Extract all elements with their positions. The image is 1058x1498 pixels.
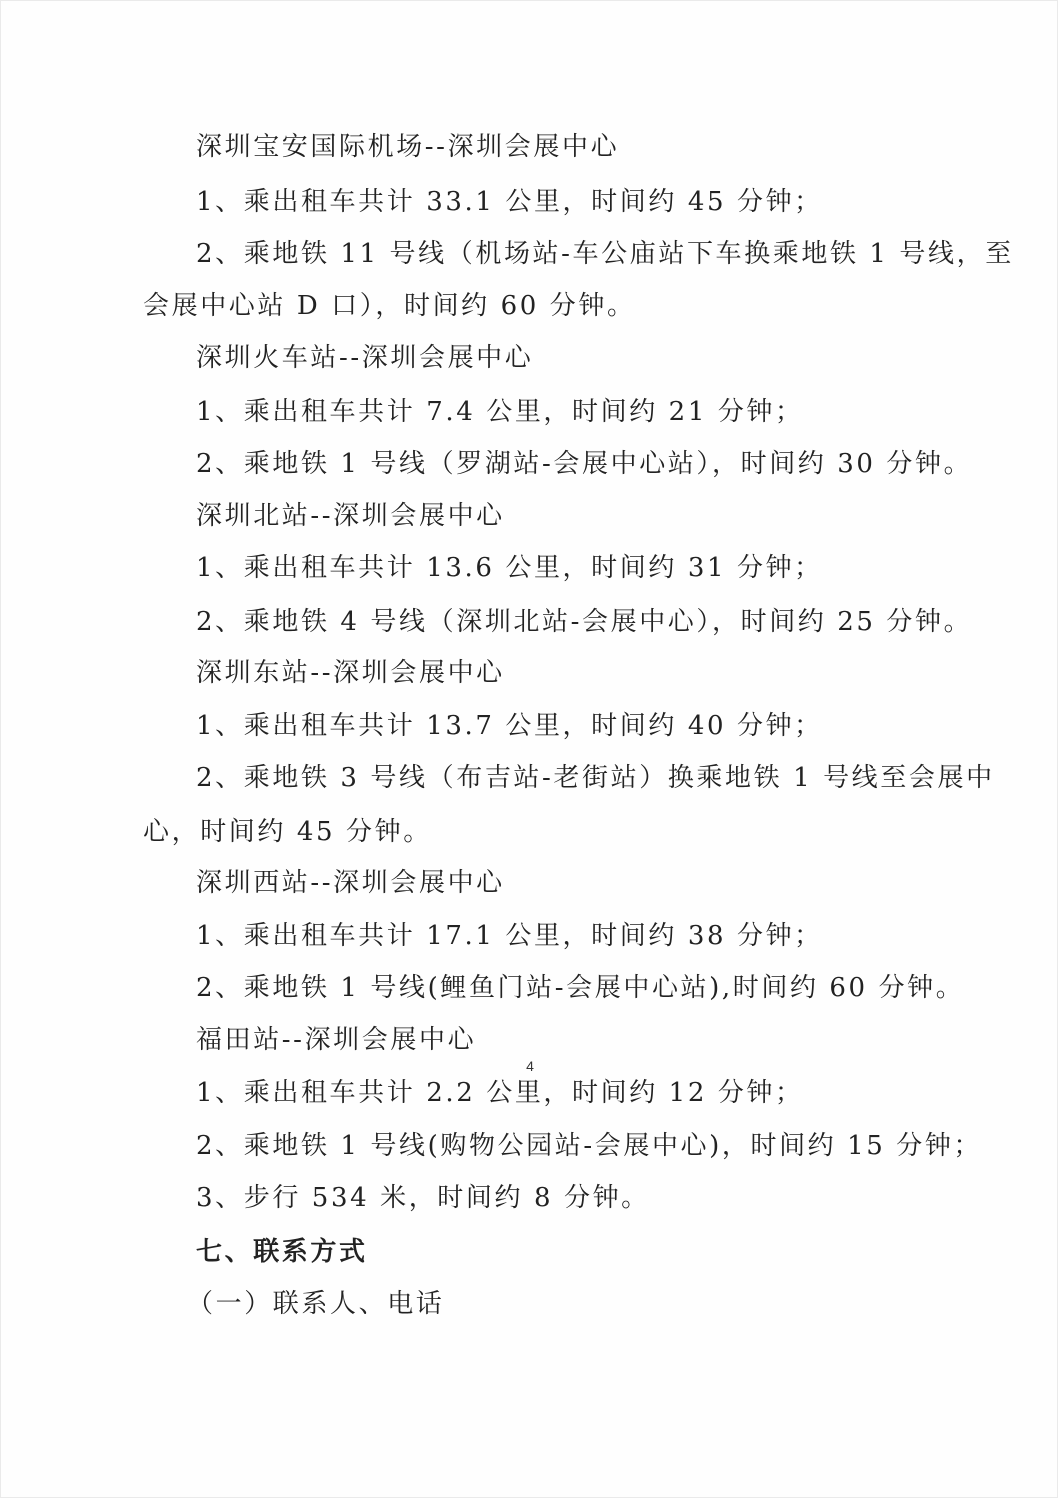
route-item: 2、乘地铁 1 号线（罗湖站-会展中心站），时间约 30 分钟。 bbox=[196, 449, 973, 479]
route-item: 2、乘地铁 3 号线（布吉站-老街站）换乘地铁 1 号线至会展中 bbox=[196, 763, 995, 793]
route-title-railway-station: 深圳火车站--深圳会展中心 bbox=[196, 343, 534, 373]
route-item: 1、乘出租车共计 7.4 公里，时间约 21 分钟； bbox=[196, 397, 804, 427]
route-item: 1、乘出租车共计 33.1 公里，时间约 45 分钟； bbox=[196, 187, 823, 217]
route-item-continuation: 会展中心站 D 口），时间约 60 分钟。 bbox=[143, 291, 636, 321]
route-item: 3、步行 534 米，时间约 8 分钟。 bbox=[196, 1183, 650, 1213]
route-title-north-station: 深圳北站--深圳会展中心 bbox=[196, 501, 505, 531]
section-heading-contact: 七、联系方式 bbox=[196, 1237, 368, 1267]
route-title-west-station: 深圳西站--深圳会展中心 bbox=[196, 868, 505, 898]
page-number: 4 bbox=[526, 1058, 534, 1074]
route-item: 2、乘地铁 11 号线（机场站-车公庙站下车换乘地铁 1 号线，至 bbox=[196, 239, 1014, 269]
route-item: 1、乘出租车共计 2.2 公里，时间约 12 分钟； bbox=[196, 1078, 804, 1108]
route-title-airport: 深圳宝安国际机场--深圳会展中心 bbox=[196, 132, 620, 162]
route-item: 1、乘出租车共计 13.7 公里，时间约 40 分钟； bbox=[196, 711, 823, 741]
route-item: 2、乘地铁 1 号线(鲤鱼门站-会展中心站),时间约 60 分钟。 bbox=[196, 973, 965, 1003]
route-item: 1、乘出租车共计 13.6 公里，时间约 31 分钟； bbox=[196, 553, 823, 583]
route-item: 2、乘地铁 1 号线(购物公园站-会展中心)，时间约 15 分钟； bbox=[196, 1131, 983, 1161]
route-item-continuation: 心，时间约 45 分钟。 bbox=[143, 817, 432, 847]
subsection-heading-contact-person: （一）联系人、电话 bbox=[187, 1289, 445, 1319]
route-item: 2、乘地铁 4 号线（深圳北站-会展中心），时间约 25 分钟。 bbox=[196, 607, 973, 637]
route-title-east-station: 深圳东站--深圳会展中心 bbox=[196, 658, 505, 688]
route-title-futian-station: 福田站--深圳会展中心 bbox=[196, 1025, 477, 1055]
route-item: 1、乘出租车共计 17.1 公里，时间约 38 分钟； bbox=[196, 921, 823, 951]
